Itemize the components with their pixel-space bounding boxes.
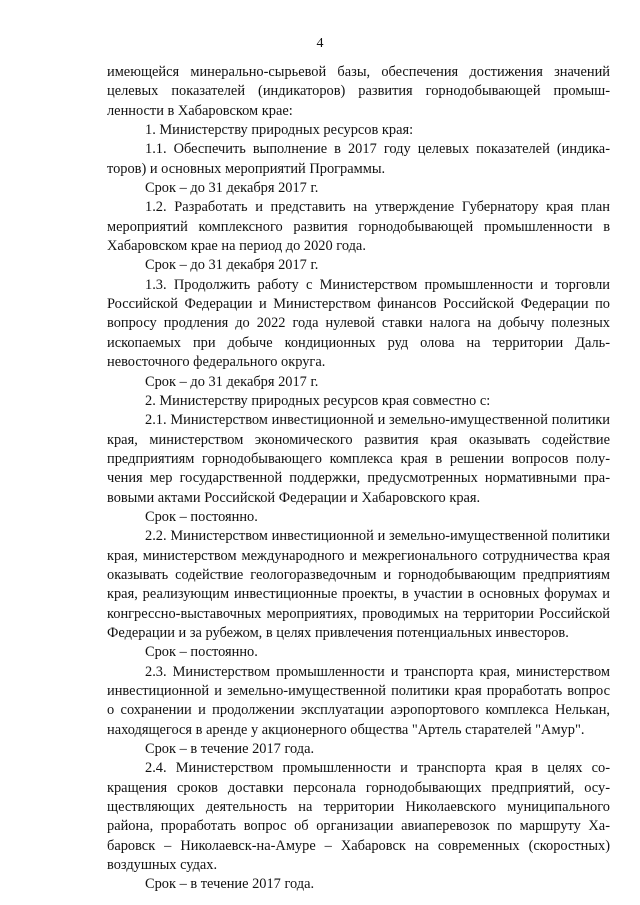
page-number: 4	[316, 36, 324, 51]
deadline-item-2-3: Срок – в течение 2017 года.	[145, 741, 315, 758]
paragraph-item-1-1: 1.1. Обеспечить выполнение в 2017 году целевых показателей (индикаторов) и основных мероприятий Программы.	[107, 141, 610, 177]
deadline-item-2-1: Срок – постоянно.	[145, 508, 258, 525]
deadline-item-1-3: Срок – до 31 декабря 2017 г.	[145, 373, 319, 390]
paragraph-item-1-2: 1.2. Разработать и представить на утверждение Губернатору края план мероприятий комплексного развития горнодобывающей промышленности в Хабаровском крае на период до 2020 года.	[107, 199, 610, 255]
paragraph-item-2-3: 2.3. Министерством промышленности и транспорта края, министерством инвестиционной и земельно-имущественной политики края проработать вопрос о сохранении и продолжении эксплуатации аэропортового комплекса Нелькан, находящегося в аренде у акционерного общества "Артель старателей "Амур".	[107, 663, 610, 738]
deadline-item-1-2: Срок – до 31 декабря 2017 г.	[145, 257, 319, 274]
document-body	[107, 63, 610, 895]
paragraph-item-2-2: 2.2. Министерством инвестиционной и земельно-имущественной политики края, министерством международного и межрегионального сотрудничества края оказывать содействие геологоразведочным и горнодобывающим предприятиям края, реализующим инвестиционные проекты, в участии в основных форумах и конгрессно-выставочных мероприятиях, проводимых на территории Российской Федерации и за рубежом, в целях привлечения потенциальных инвесторов.	[107, 528, 610, 641]
deadline-item-1-1: Срок – до 31 декабря 2017 г.	[145, 180, 319, 197]
deadline-item-2-4: Срок – в течение 2017 года.	[145, 876, 315, 893]
deadline-item-2-2: Срок – постоянно.	[145, 644, 258, 661]
paragraph-intro-continuation: имеющейся минерально-сырьевой базы, обеспечения достижения значений целевых показателей (индикаторов) развития горнодобывающей промышленности в Хабаровском крае:	[107, 64, 610, 119]
paragraph-item-2-4: 2.4. Министерством промышленности и транспорта края в целях сокращения сроков доставки персонала горнодобывающих предприятий, осуществляющих деятельность на территории Николаевского муниципального района, проработать вопрос об организации авиаперевозок по маршруту Хабаровск – Николаевск-на-Амуре – Хабаровск на современных (скоростных) воздушных судах.	[107, 760, 610, 874]
paragraph-item-2: 2. Министерству природных ресурсов края совместно с:	[145, 392, 491, 409]
paragraph-item-1: 1. Министерству природных ресурсов края:	[145, 122, 414, 139]
paragraph-item-2-1: 2.1. Министерством инвестиционной и земельно-имущественной политики края, министерством экономического развития края оказывать содействие предприятиям горнодобывающего комплекса края в решении вопросов получения мер государственной поддержки, предусмотренных нормативными правовыми актами Российской Федерации и Хабаровского края.	[107, 412, 610, 506]
paragraph-item-1-3: 1.3. Продолжить работу с Министерством промышленности и торговли Российской Федерации и Министерством финансов Российской Федерации по вопросу продления до 2022 года нулевой ставки налога на добычу полезных ископаемых при добыче кондиционных руд олова на территории Дальневосточного федерального округа.	[107, 276, 610, 371]
